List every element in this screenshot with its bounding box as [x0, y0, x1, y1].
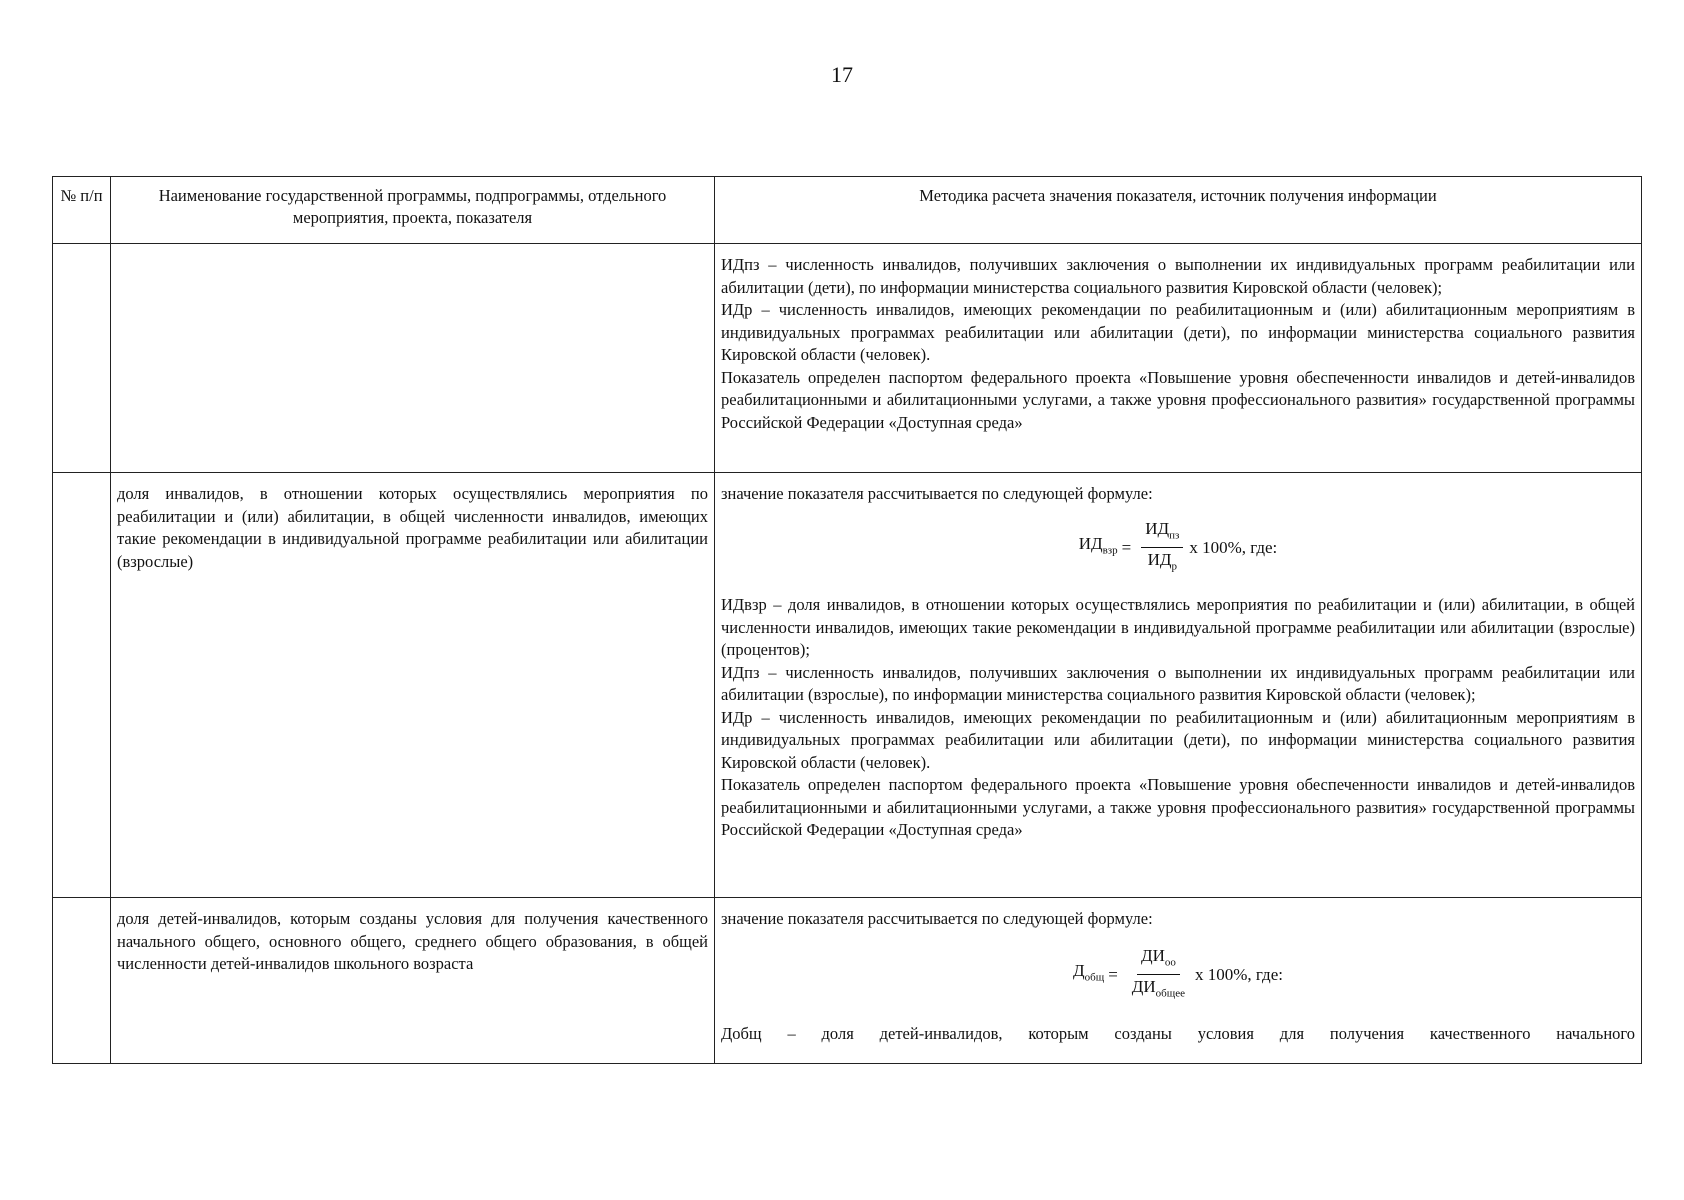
- row1-method-line: ИДпз – численность инвалидов, получивших заключения о выполнении их индивидуальных программ реабилитации или абилитации (дети), по информации министерства социального развития Кировской области (человек);: [721, 255, 1635, 297]
- formula-numerator: $ИД_{пз}$: [1141, 518, 1183, 549]
- row3-formula-intro: значение показателя рассчитывается по следующей формуле:: [721, 909, 1153, 928]
- table-row: [53, 898, 1642, 1064]
- row2-method-line: Показатель определен паспортом федерального проекта «Повышение уровня обеспеченности инвалидов и детей-инвалидов реабилитационными и абилитационными услугами, а также уровня профессионального развития» государственной программы Российской Федерации «Доступная среда»: [721, 775, 1635, 840]
- formula-numerator: $ДИ_{оо}$: [1137, 945, 1180, 976]
- formula-tail: х 100%, где:: [1195, 964, 1283, 984]
- row1-method-line: Показатель определен паспортом федерального проекта «Повышение уровня обеспеченности инвалидов и детей-инвалидов реабилитационными и абилитационными услугами, а также уровня профессионального развития» государственной программы Российской Федерации «Доступная среда»: [721, 367, 1635, 432]
- table-row: [53, 473, 1642, 898]
- row2-method-line: ИДвзр – доля инвалидов, в отношении которых осуществлялись мероприятия по реабилитации и (или) абилитации, в общей численности инвалидов, имеющих такие рекомендации в индивидуальной программе реабилитации или абилитации (взрослые) (процентов);: [721, 595, 1635, 660]
- formula-fraction: [1141, 518, 1183, 579]
- header-number: № п/п: [53, 177, 111, 244]
- row2-formula-intro: значение показателя рассчитывается по следующей формуле:: [721, 484, 1153, 503]
- table-header-row: [53, 177, 1642, 244]
- row2-method-line: ИДр – численность инвалидов, имеющих рекомендации по реабилитационным и (или) абилитационным мероприятиям в индивидуальных программах реабилитации или абилитации (дети), по информации министерства социального развития Кировской области (человек).: [721, 707, 1635, 772]
- formula-tail: х 100%, где:: [1189, 537, 1278, 557]
- row3-formula: $Д_{общ}$ = $\frac{ДИ_{оо}}{ДИ_{общее}}$ х 100%, где:: [721, 945, 1635, 1006]
- formula-denominator: $ДИ_{общее}$: [1131, 977, 1186, 1000]
- row3-method-line: Добщ – доля детей-инвалидов, которым созданы условия для получения качественного начального: [721, 1024, 1635, 1044]
- row2-number: [53, 473, 111, 898]
- formula-lhs: $ИД_{взр}$: [1078, 534, 1118, 557]
- table-row: [53, 244, 1642, 473]
- row1-number: [53, 244, 111, 473]
- row1-method-line: ИДр – численность инвалидов, имеющих рекомендации по реабилитационным и (или) абилитационным мероприятиям в индивидуальных программах реабилитации или абилитации (дети), по информации министерства социального развития Кировской области (человек).: [721, 300, 1635, 364]
- page-number: 17: [831, 62, 853, 87]
- formula-fraction: [1128, 945, 1189, 1006]
- formula-lhs: $Д_{общ}$: [1073, 961, 1105, 984]
- row1-method: [715, 244, 1642, 473]
- indicator-table: [52, 176, 1642, 1064]
- row2-formula: $ИД_{взр}$ = $\frac{ИД_{пз}}{ИД_р}$ х 100%, где:: [721, 518, 1635, 579]
- header-name: Наименование государственной программы, подпрограммы, отдельного мероприятия, проекта, показателя: [111, 177, 715, 244]
- row2-name: доля инвалидов, в отношении которых осуществлялись мероприятия по реабилитации и (или) абилитации, в общей численности инвалидов, имеющих такие рекомендации в индивидуальной программе реабилитации или абилитации (взрослые): [111, 473, 715, 898]
- row1-name: [111, 244, 715, 473]
- header-method: Методика расчета значения показателя, источник получения информации: [715, 177, 1642, 244]
- row3-number: [53, 898, 111, 1064]
- row3-method: [715, 898, 1642, 1064]
- row3-name: доля детей-инвалидов, которым созданы условия для получения качественного начального общего, основного общего, среднего общего образования, в общей численности детей-инвалидов школьного возраста: [111, 898, 715, 1064]
- formula-denominator: $ИД_р$: [1147, 550, 1177, 573]
- row2-method-line: ИДпз – численность инвалидов, получивших заключения о выполнении их индивидуальных программ реабилитации или абилитации (взрослые), по информации министерства социального развития Кировской области (человек);: [721, 662, 1635, 705]
- row2-method: [715, 473, 1642, 898]
